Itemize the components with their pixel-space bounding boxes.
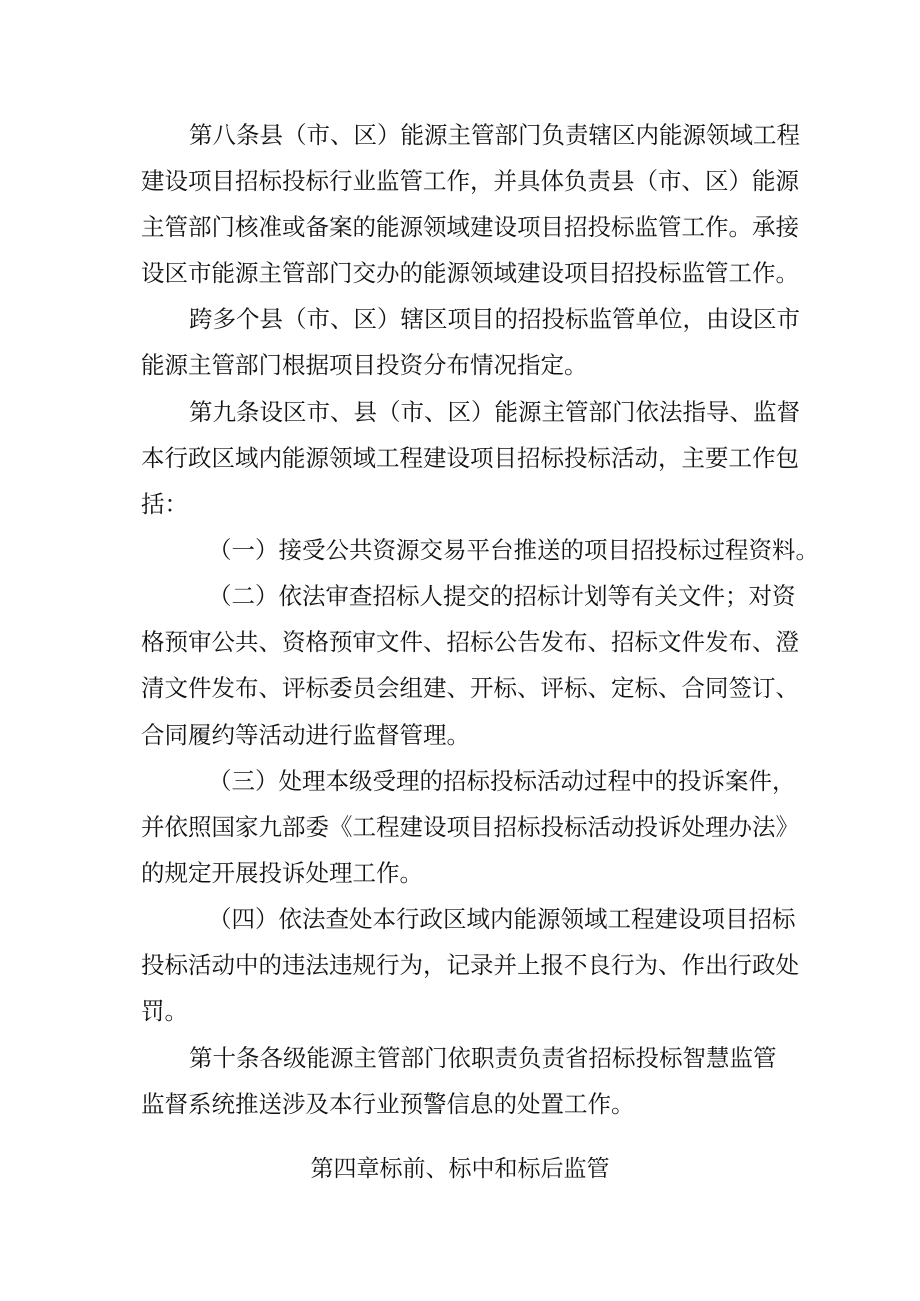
item-1-line-1: （一）接受公共资源交易平台推送的项目招投标过程资料。	[208, 536, 819, 564]
article-8-line-3: 主管部门核准或备案的能源领域建设项目招投标监管工作。承接	[141, 213, 799, 241]
cross-county-line-1: 跨多个县（市、区）辖区项目的招投标监管单位，由设区市	[189, 305, 800, 333]
chapter-heading: 第四章标前、标中和标后监管	[310, 1156, 610, 1182]
article-8-line-2: 建设项目招标投标行业监管工作，并具体负责县（市、区）能源	[141, 167, 799, 195]
item-3-line-3: 的规定开展投诉处理工作。	[141, 859, 423, 887]
item-3-line-1: （三）处理本级受理的招标投标活动过程中的投诉案件，	[208, 767, 796, 795]
article-8-line-4: 设区市能源主管部门交办的能源领域建设项目招投标监管工作。	[141, 259, 799, 287]
article-10-line-1: 第十条各级能源主管部门依职责负责省招标投标智慧监管	[189, 1044, 777, 1072]
item-4-line-1: （四）依法查处本行政区域内能源领域工程建设项目招标	[208, 905, 796, 933]
article-9-line-2: 本行政区域内能源领域工程建设项目招标投标活动，主要工作包	[141, 444, 799, 472]
item-2-line-1: （二）依法审查招标人提交的招标计划等有关文件；对资	[208, 582, 796, 610]
item-3-line-2: 并依照国家九部委《工程建设项目招标投标活动投诉处理办法》	[141, 813, 799, 841]
article-9-line-1: 第九条设区市、县（市、区）能源主管部门依法指导、监督	[189, 398, 800, 426]
article-8-line-1: 第八条县（市、区）能源主管部门负责辖区内能源领域工程	[189, 121, 800, 149]
cross-county-line-2: 能源主管部门根据项目投资分布情况指定。	[141, 351, 588, 379]
item-4-line-3: 罚。	[141, 997, 188, 1025]
item-2-line-4: 合同履约等活动进行监督管理。	[141, 721, 470, 749]
item-2-line-2: 格预审公共、资格预审文件、招标公告发布、招标文件发布、澄	[141, 628, 799, 656]
item-2-line-3: 清文件发布、评标委员会组建、开标、评标、定标、合同签订、	[141, 674, 799, 702]
item-4-line-2: 投标活动中的违法违规行为，记录并上报不良行为、作出行政处	[141, 951, 799, 979]
article-9-line-3: 括：	[141, 490, 188, 518]
article-10-line-2: 监督系统推送涉及本行业预警信息的处置工作。	[141, 1090, 635, 1118]
